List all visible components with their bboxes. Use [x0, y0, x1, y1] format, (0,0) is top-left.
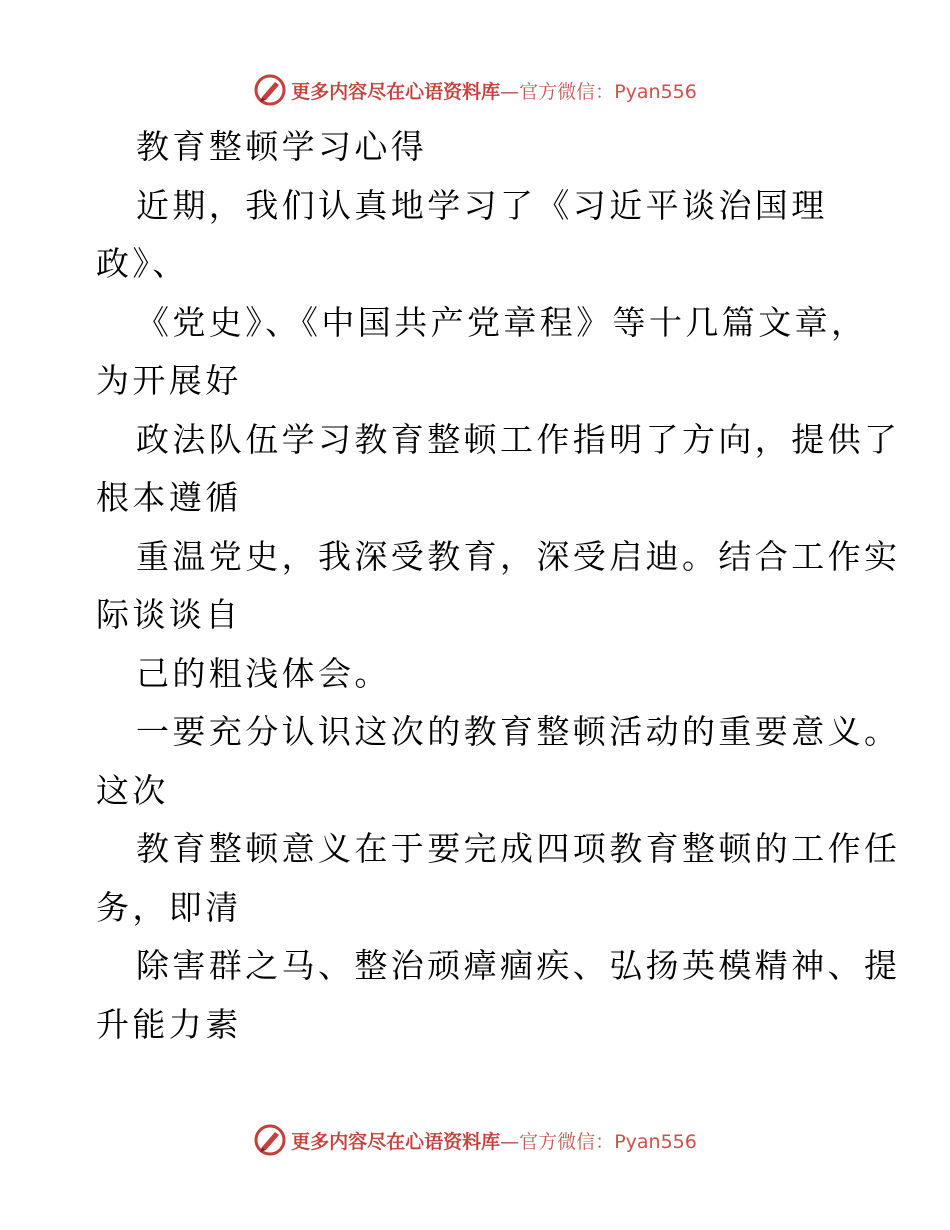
document-line: 务，即清 — [96, 887, 242, 927]
watermark-main-text: 更多内容尽在心语资料库 — [291, 1130, 501, 1153]
watermark-group — [253, 73, 697, 107]
document-line: 政》、 — [96, 244, 189, 283]
red-circle-pen-logo-icon — [253, 73, 287, 107]
document-line: 《党史》、《中国共产党章程》等十几篇文章， — [136, 302, 868, 342]
document-title: 教育整顿学习心得 — [136, 127, 428, 166]
document-body — [96, 118, 901, 1054]
watermark-wechat-label: 官方微信： — [519, 80, 615, 103]
watermark-dash: — — [500, 80, 520, 103]
watermark-wechat-label: 官方微信： — [519, 1130, 615, 1153]
red-circle-pen-logo-icon — [253, 1123, 287, 1157]
document-line: 除害群之马、整治顽瘴痼疾、弘扬英模精神、提 — [136, 946, 901, 985]
document-line: 根本遵循 — [96, 478, 242, 517]
watermark-group — [253, 1123, 697, 1157]
document-line: 这次 — [96, 770, 169, 810]
document-line: 政法队伍学习教育整顿工作指明了方向，提供了 — [136, 419, 901, 459]
document-line: 重温党史，我深受教育，深受启迪。结合工作实 — [136, 536, 901, 576]
watermark-text — [291, 77, 697, 104]
document-line: 际谈谈自 — [96, 595, 242, 634]
document-line: 一要充分认识这次的教育整顿活动的重要意义。 — [136, 712, 901, 751]
watermark-wechat-id: Pyan556 — [614, 1130, 697, 1153]
watermark-main-text: 更多内容尽在心语资料库 — [291, 80, 501, 103]
footer-watermark — [0, 1120, 950, 1160]
watermark-text — [291, 1127, 697, 1154]
watermark-dash: — — [500, 1130, 520, 1153]
document-line: 为开展好 — [96, 361, 242, 400]
watermark-wechat-id: Pyan556 — [614, 80, 697, 103]
document-line: 己的粗浅体会。 — [136, 653, 391, 693]
document-line: 教育整顿意义在于要完成四项教育整顿的工作任 — [136, 829, 901, 868]
header-watermark — [0, 70, 950, 110]
document-line: 近期，我们认真地学习了《习近平谈治国理 — [136, 185, 828, 225]
document-line: 升能力素 — [96, 1004, 242, 1044]
